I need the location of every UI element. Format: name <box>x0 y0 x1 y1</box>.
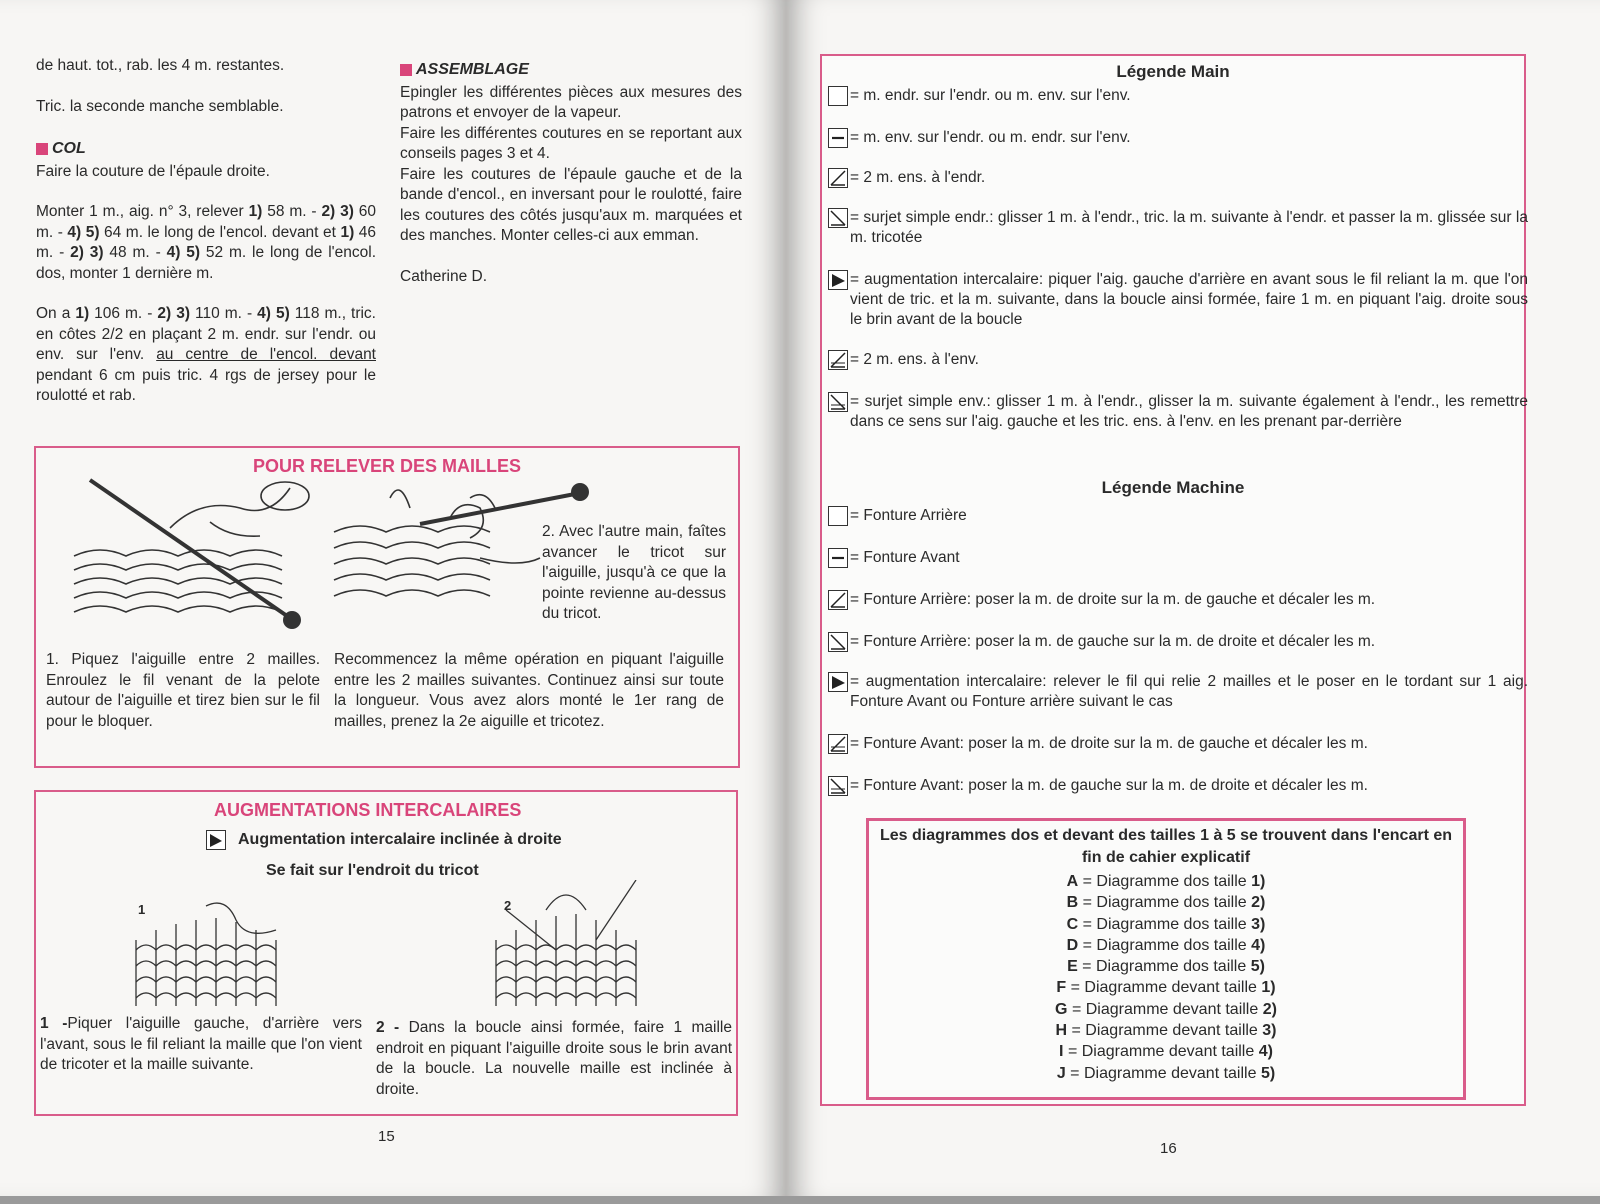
diagram-label: = Diagramme dos taille <box>1078 894 1252 912</box>
legend-item-text: = Fonture Avant: poser la m. de droite sur la m. de gauche et décaler les m. <box>850 735 1368 752</box>
relever-step-1: 1. Piquez l'aiguille entre 2 mailles. Enroulez le fil venant de la pelote autour de l'aiguille et tirez bien sur le fil pour le bloquer. <box>46 651 320 730</box>
page-number-left: 15 <box>378 1128 395 1145</box>
diagram-letter: J <box>1056 1064 1066 1082</box>
diagram-label: = Diagramme dos taille <box>1078 936 1252 954</box>
diagram-size: 3) <box>1251 915 1266 933</box>
legend-item-text: = 2 m. ens. à l'endr. <box>850 169 986 186</box>
diagram-letter: C <box>1066 915 1079 933</box>
p2tog-symbol-icon <box>828 734 848 754</box>
increase-symbol-icon <box>206 830 226 850</box>
legend-item <box>828 168 1528 188</box>
col-paragraph-3: On a 1) 106 m. - 2) 3) 110 m. - 4) 5) 118 m., tric. en côtes 2/2 en plaçant 2 m. endr. sur l'endr. ou env. sur l'env. au centre de l'encol. devant pendant 6 cm puis tric. 4 rgs de jersey pour le roulotté et rab. <box>36 305 376 404</box>
knitting-illustration-1 <box>60 478 310 636</box>
legend-item <box>828 590 1528 610</box>
diagram-letter: D <box>1066 936 1079 954</box>
legend-item-text: = surjet simple endr.: glisser 1 m. à l'endr., tric. la m. suivante à l'endr. et passer la m. glissée sur la m. tricotée <box>850 209 1528 246</box>
relever-mailles-title: POUR RELEVER DES MAILLES <box>252 456 522 476</box>
assemblage-paragraph-3: Faire les coutures de l'épaule gauche et de la bande d'encol., en inversant pour le roulotté, faire les coutures des côtés jusqu'aux m. marquées et des manches. Monter celles-ci aux emman. <box>400 165 742 244</box>
legend-item <box>828 548 1528 568</box>
legend-item-text: = Fonture Avant <box>850 549 960 566</box>
augmentation-step-2: 2 - Dans la boucle ainsi formée, faire 1 maille endroit en piquant l'aiguille droite sous le brin avant de la boucle. La nouvelle maille est inclinée à droite. <box>376 1019 732 1098</box>
legend-item-text: = 2 m. ens. à l'env. <box>850 351 979 368</box>
diagrams-list <box>869 871 1463 1084</box>
diagram-label: = Diagramme dos taille <box>1078 915 1252 933</box>
figure-1-label: 1 <box>138 902 146 917</box>
figure-2-label: 2 <box>504 898 512 913</box>
legend-item-text: = m. endr. sur l'endr. ou m. env. sur l'env. <box>850 87 1131 104</box>
diagram-size: 5) <box>1250 958 1265 976</box>
legend-item <box>828 86 1528 106</box>
legend-item <box>828 734 1528 754</box>
legend-item-text: = augmentation intercalaire: piquer l'aig. gauche d'arrière en avant sous le fil reliant la m. que l'on vient de tric. et la m. suivante, dans la boucle ainsi formée, faire 1 m. en piquant l'aig. droite sous le brin avant de la boucle <box>850 271 1528 328</box>
diagram-entry <box>869 914 1463 935</box>
ssp-symbol-icon <box>828 392 848 412</box>
diagram-letter: A <box>1066 873 1079 890</box>
legend-item <box>828 672 1528 712</box>
k2tog-symbol-icon <box>828 590 848 610</box>
augmentations-title: AUGMENTATIONS INTERCALAIRES <box>214 800 522 820</box>
legend-item-text: = augmentation intercalaire: relever le fil qui relie 2 mailles et le poser en le tordant sur 1 aig. Fonture Avant ou Fonture arrière suivant le cas <box>850 673 1528 710</box>
blank-symbol-icon <box>828 506 848 526</box>
diagrams-box <box>866 818 1466 1100</box>
pink-square-icon <box>36 143 48 155</box>
ssk-symbol-icon <box>828 208 848 228</box>
dash-symbol-icon <box>828 128 848 148</box>
augmentation-subtitle-2: Se fait sur l'endroit du tricot <box>266 862 479 879</box>
diagram-size: 2) <box>1262 1000 1277 1018</box>
diagram-letter: B <box>1066 894 1079 912</box>
diagram-size: 5) <box>1260 1064 1276 1082</box>
legend-item <box>828 392 1528 432</box>
diagram-entry <box>869 977 1463 998</box>
legend-item <box>828 632 1528 652</box>
diagram-size: 4) <box>1258 1043 1273 1061</box>
pink-square-icon <box>400 64 412 76</box>
diagram-letter: H <box>1055 1022 1068 1040</box>
legend-item-text: = Fonture Arrière: poser la m. de droite sur la m. de gauche et décaler les m. <box>850 591 1376 608</box>
diagram-label: = Diagramme devant taille <box>1067 1022 1263 1040</box>
diagram-entry <box>869 1041 1463 1062</box>
ssp-symbol-icon <box>828 776 848 796</box>
legend-machine-title: Légende Machine <box>1101 478 1245 497</box>
legend-item <box>828 776 1528 796</box>
diagram-entry <box>869 871 1463 892</box>
relever-step-3: Recommencez la même opération en piquant l'aiguille entre les 2 mailles suivantes. Continuez ainsi sur toute la longueur. Vous avez alors monté le 1er rang de mailles, prenez la 2e aiguille et tricotez. <box>334 651 724 730</box>
diagram-label: = Diagramme devant taille <box>1065 1064 1261 1082</box>
augmentation-step-1: 1 -Piquer l'aiguille gauche, d'arrière vers l'avant, sous le fil reliant la maille que l'on vient de tricoter et la maille suivante. <box>40 1015 362 1073</box>
increase-symbol-icon <box>828 270 848 290</box>
diagram-entry <box>869 892 1463 913</box>
diagram-size: 4) <box>1251 936 1266 954</box>
p2tog-symbol-icon <box>828 350 848 370</box>
col-paragraph-1: Faire la couture de l'épaule droite. <box>36 162 270 180</box>
signature: Catherine D. <box>400 267 488 285</box>
intro-line-1: de haut. tot., rab. les 4 m. restantes. <box>36 57 285 74</box>
blank-symbol-icon <box>828 86 848 106</box>
intro-line-2: Tric. la seconde manche semblable. <box>36 97 284 115</box>
diagram-size: 1) <box>1251 873 1266 890</box>
col-heading: COL <box>36 139 376 160</box>
k2tog-symbol-icon <box>828 168 848 188</box>
page-number-right: 16 <box>1160 1140 1177 1157</box>
diagram-letter: F <box>1056 979 1067 997</box>
legend-main-title: Légende Main <box>1116 62 1230 81</box>
augmentation-figure-1 <box>126 900 292 1012</box>
ssk-symbol-icon <box>828 632 848 652</box>
diagram-entry <box>869 1020 1463 1041</box>
diagram-letter: I <box>1059 1043 1064 1061</box>
legend-item-text: = surjet simple env.: glisser 1 m. à l'endr., glisser la m. suivante également à l'endr., les remettre dans ce sens sur l'aig. gauche et les tric. ens. à l'env. en les prenant par-derrière <box>850 393 1528 430</box>
diagrams-heading: Les diagrammes dos et devant des tailles 1 à 5 se trouvent dans l'encart en fin de cahier explicatif <box>879 827 1453 866</box>
legend-item <box>828 350 1528 370</box>
assemblage-heading: ASSEMBLAGE <box>400 60 742 81</box>
diagram-size: 2) <box>1251 894 1266 912</box>
augmentation-subtitle: Augmentation intercalaire inclinée à droite <box>206 830 562 850</box>
diagram-size: 3) <box>1262 1022 1277 1040</box>
diagram-entry <box>869 1063 1463 1084</box>
left-column-1 <box>36 56 376 427</box>
legend-item-text: = Fonture Avant: poser la m. de gauche sur la m. de droite et décaler les m. <box>850 777 1368 794</box>
legend-item-text: = Fonture Arrière: poser la m. de gauche sur la m. de droite et décaler les m. <box>850 633 1376 650</box>
legend-item-text: = Fonture Arrière <box>850 507 967 524</box>
legend-item <box>828 506 1528 526</box>
diagram-entry <box>869 956 1463 977</box>
assemblage-paragraph-2: Faire les différentes coutures en se reportant aux conseils pages 3 et 4. <box>400 124 742 162</box>
relever-step-2: 2. Avec l'autre main, faîtes avancer le tricot sur l'aiguille, jusqu'à ce que la pointe revienne au-dessus du tricot. <box>542 523 726 622</box>
diagram-label: = Diagramme dos taille <box>1078 873 1252 890</box>
dash-symbol-icon <box>828 548 848 568</box>
diagram-letter: E <box>1067 958 1078 976</box>
diagram-label: = Diagramme devant taille <box>1066 979 1262 997</box>
increase-symbol-icon <box>828 672 848 692</box>
diagram-label: = Diagramme devant taille <box>1067 1000 1263 1018</box>
assemblage-paragraph-1: Epingler les différentes pièces aux mesures des patrons et envoyer de la vapeur. <box>400 83 742 121</box>
diagram-letter: G <box>1055 1000 1068 1018</box>
legend-item <box>828 208 1528 248</box>
legend-item-text: = m. env. sur l'endr. ou m. endr. sur l'env. <box>850 129 1131 146</box>
diagram-label: = Diagramme dos taille <box>1077 958 1251 976</box>
diagram-size: 1) <box>1261 979 1276 997</box>
diagram-entry <box>869 999 1463 1020</box>
diagram-entry <box>869 935 1463 956</box>
diagram-label: = Diagramme devant taille <box>1063 1043 1259 1061</box>
augmentation-figure-2 <box>486 880 656 1010</box>
left-column-2 <box>400 60 742 287</box>
legend-item <box>828 270 1528 330</box>
legend-item <box>828 128 1528 148</box>
col-paragraph-2: Monter 1 m., aig. n° 3, relever 1) 58 m. - 2) 3) 60 m. - 4) 5) 64 m. le long de l'encol. devant et 1) 46 m. - 2) 3) 48 m. - 4) 5) 52 m. le long de l'encol. dos, monter 1 dernière m. <box>36 203 377 282</box>
